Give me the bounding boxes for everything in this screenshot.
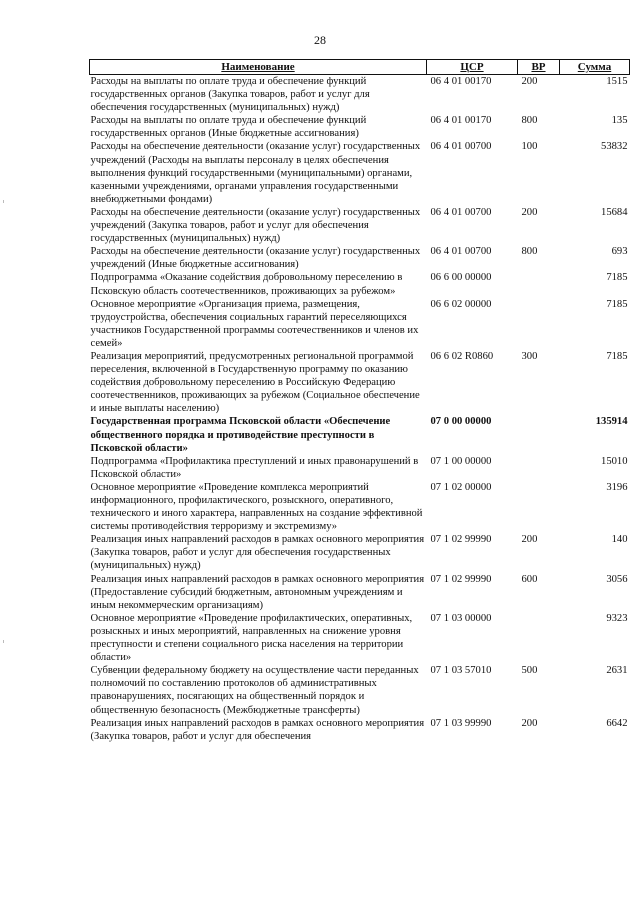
cell-name: Расходы на выплаты по оплате труда и обеспечение функций государственных органов (Иные бюджетные ассигнования) — [90, 115, 367, 140]
cell-name: Субвенции федеральному бюджету на осуществление части переданных полномочий по составлению протоколов об административных правонарушениях, посягающих на общественный порядок и общественную безопасность (Межбюджетные трансферты) — [90, 665, 419, 716]
table-row — [90, 664, 630, 716]
table-row — [90, 298, 630, 350]
cell-csr: 07 1 02 99990 — [430, 534, 492, 546]
table-row — [90, 271, 630, 297]
cell-sum: 135914 — [595, 416, 628, 428]
cell-csr: 07 1 03 00000 — [430, 612, 492, 624]
table-row — [90, 350, 630, 415]
table-row — [90, 245, 630, 271]
cell-name: Реализация иных направлений расходов в рамках основного мероприятия (Закупка товаров, работ и услуг для обеспечения — [90, 717, 425, 742]
cell-sum: 53832 — [601, 141, 628, 153]
cell-sum: 2631 — [606, 665, 628, 677]
cell-name: Реализация иных направлений расходов в рамках основного мероприятия (Предоставление субсидий бюджетным, автономным учреждениям и иным некоммерческим организациям) — [90, 573, 425, 611]
cell-sum: 9323 — [606, 612, 628, 624]
cell-name: Основное мероприятие «Проведение профилактических, оперативных, розыскных и иных мероприятий, направленных на снижение уровня преступности и степени социального риска населения на территории области» — [90, 612, 413, 664]
cell-sum: 1515 — [606, 76, 628, 87]
cell-name: Основное мероприятие «Организация приема, размещения, трудоустройства, обеспечения социальных гарантий переселяющихся участников Государственной программы соотечественников и членов их семей» — [90, 298, 419, 349]
cell-csr: 07 1 02 00000 — [430, 481, 492, 493]
cell-sum: 140 — [611, 534, 628, 546]
cell-vr: 600 — [521, 573, 538, 585]
cell-vr — [518, 612, 560, 664]
cell-vr: 200 — [521, 76, 538, 87]
cell-vr — [518, 481, 560, 533]
scan-edge-mark — [3, 200, 4, 203]
cell-sum: 15010 — [601, 455, 628, 467]
cell-csr: 07 1 02 99990 — [430, 573, 492, 585]
cell-vr: 800 — [521, 246, 538, 258]
cell-csr: 06 6 02 00000 — [430, 298, 492, 310]
cell-sum: 3196 — [606, 481, 628, 493]
cell-vr: 800 — [521, 115, 538, 127]
cell-name: Подпрограмма «Профилактика преступлений и иных правонарушений в Псковской области» — [90, 455, 419, 480]
table-row — [90, 717, 630, 743]
table-row — [90, 140, 630, 205]
page-number: 28 — [314, 33, 326, 47]
cell-sum: 15684 — [601, 206, 628, 218]
cell-sum: 135 — [611, 115, 628, 127]
cell-vr: 200 — [521, 534, 538, 546]
cell-sum: 7185 — [606, 350, 628, 362]
header-vr: ВР — [518, 60, 560, 75]
cell-vr — [518, 298, 560, 350]
header-sum: Сумма — [560, 60, 630, 75]
table-row — [90, 533, 630, 572]
table-row — [90, 612, 630, 664]
table-row — [90, 573, 630, 612]
cell-csr: 07 1 00 00000 — [430, 455, 492, 467]
cell-name: Расходы на выплаты по оплате труда и обеспечение функций государственных органов (Закупка товаров, работ и услуг для обеспечения государственных (муниципальных) нужд) — [90, 76, 370, 114]
cell-name: Расходы на обеспечение деятельности (оказание услуг) государственных учреждений (Расходы на выплаты персоналу в целях обеспечения выполнения функций государственными (муниципальными) органами, казенными учреждениями, органами управления государственными внебюджетными фондами) — [90, 141, 421, 205]
table-header-row — [90, 60, 630, 75]
cell-vr — [518, 415, 560, 454]
cell-name: Расходы на обеспечение деятельности (оказание услуг) государственных учреждений (Закупка товаров, работ и услуг для обеспечения государственных (муниципальных) нужд) — [90, 206, 421, 245]
cell-vr: 200 — [521, 206, 538, 218]
cell-csr: 06 6 00 00000 — [430, 272, 492, 284]
cell-vr — [518, 271, 560, 297]
table-row — [90, 415, 630, 454]
table-body — [90, 75, 630, 743]
cell-sum: 6642 — [606, 717, 628, 729]
budget-table — [89, 59, 630, 743]
table-row — [90, 75, 630, 115]
cell-name: Расходы на обеспечение деятельности (оказание услуг) государственных учреждений (Иные бюджетные ассигнования) — [90, 246, 421, 271]
table-row — [90, 114, 630, 140]
cell-sum: 693 — [611, 246, 628, 258]
cell-csr: 06 4 01 00700 — [430, 141, 492, 153]
table-row — [90, 481, 630, 533]
cell-sum: 3056 — [606, 573, 628, 585]
cell-vr: 100 — [521, 141, 538, 153]
cell-name: Реализация мероприятий, предусмотренных региональной программой переселения, включенной в Государственную программу по оказанию содействия добровольному переселению в Российскую Федерацию соотечественников, проживающих за рубежом (Социальное обеспечение и иные выплаты населению) — [90, 350, 420, 415]
cell-name: Подпрограмма «Оказание содействия добровольному переселению в Псковскую область соотечественников, проживающих за рубежом» — [90, 272, 403, 297]
cell-name: Основное мероприятие «Проведение комплекса мероприятий информационного, профилактического, розыскного, оперативного, технического и иного характера, направленных на создание эффективной системы противодействия терроризму и экстремизму» — [90, 481, 423, 533]
cell-vr — [518, 455, 560, 481]
cell-vr: 200 — [521, 717, 538, 729]
table-row — [90, 206, 630, 245]
cell-name: Реализация иных направлений расходов в рамках основного мероприятия (Закупка товаров, работ и услуг для обеспечения государственных (муниципальных) нужд) — [90, 534, 425, 572]
cell-csr: 06 6 02 R0860 — [430, 350, 494, 362]
cell-sum: 7185 — [606, 272, 628, 284]
cell-csr: 06 4 01 00170 — [430, 115, 492, 127]
cell-csr: 07 1 03 99990 — [430, 717, 492, 729]
cell-csr: 07 1 03 57010 — [430, 665, 492, 677]
cell-csr: 07 0 00 00000 — [430, 416, 492, 428]
header-csr: ЦСР — [427, 60, 518, 75]
cell-vr: 500 — [521, 665, 538, 677]
cell-csr: 06 4 01 00170 — [430, 76, 492, 87]
header-name: Наименование — [90, 60, 427, 75]
scan-edge-mark — [3, 640, 4, 643]
cell-csr: 06 4 01 00700 — [430, 206, 492, 218]
table-row — [90, 455, 630, 481]
cell-vr: 300 — [521, 350, 538, 362]
cell-csr: 06 4 01 00700 — [430, 246, 492, 258]
cell-sum: 7185 — [606, 298, 628, 310]
cell-name: Государственная программа Псковской области «Обеспечение общественного порядка и противодействие преступности в Псковской области» — [90, 416, 391, 454]
